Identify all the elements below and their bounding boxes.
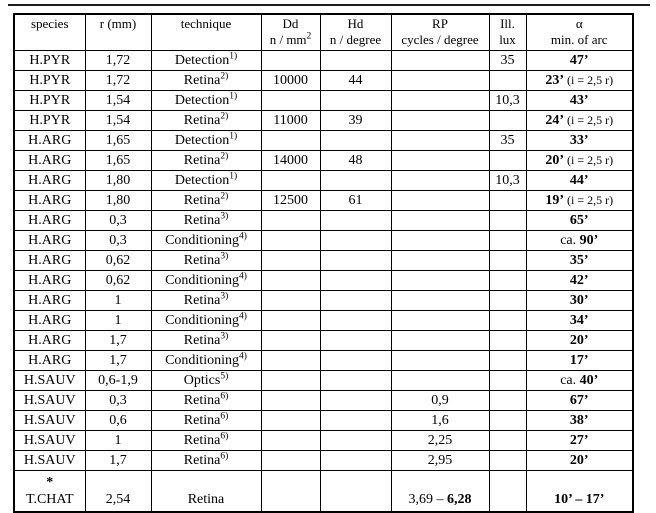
species-cell bbox=[14, 371, 85, 391]
footnote-ref: 3) bbox=[220, 290, 229, 301]
alpha-cell: 24’ (i = 2,5 r) bbox=[526, 111, 633, 131]
hd-cell: 44 bbox=[320, 71, 391, 91]
rp-cell: 0,9 bbox=[391, 391, 489, 411]
technique-cell: Retina bbox=[151, 471, 261, 513]
radius-cell: 1,72 bbox=[85, 71, 151, 91]
species-value: H.SAUV bbox=[23, 372, 76, 388]
illumination-cell bbox=[489, 351, 526, 371]
dd-cell bbox=[261, 391, 320, 411]
species-cell bbox=[14, 271, 85, 291]
hd-cell: 39 bbox=[320, 111, 391, 131]
rp-cell bbox=[391, 231, 489, 251]
species-cell bbox=[14, 471, 85, 513]
illumination-cell bbox=[489, 271, 526, 291]
table-row bbox=[14, 451, 633, 471]
radius-cell: 1,7 bbox=[85, 451, 151, 471]
header-illumination: Ill. lux bbox=[489, 14, 526, 51]
table-row bbox=[14, 271, 633, 291]
technique-cell: Retina$^{2)}$ bbox=[151, 111, 261, 131]
hd-cell bbox=[320, 91, 391, 111]
illumination-cell bbox=[489, 451, 526, 471]
top-rule-line bbox=[8, 4, 650, 6]
footnote-ref: 2) bbox=[220, 110, 229, 121]
rp-cell bbox=[391, 351, 489, 371]
header-r-mm: r (mm) bbox=[85, 14, 151, 51]
footnote-ref: 1) bbox=[229, 130, 238, 141]
illumination-cell bbox=[489, 191, 526, 211]
dd-cell: 12500 bbox=[261, 191, 320, 211]
hd-cell bbox=[320, 311, 391, 331]
species-cell bbox=[14, 291, 85, 311]
alpha-cell: 17’ bbox=[526, 351, 633, 371]
hd-cell bbox=[320, 291, 391, 311]
table-header bbox=[14, 14, 633, 51]
table-row bbox=[14, 131, 633, 151]
table-row bbox=[14, 391, 633, 411]
technique-cell: Retina$^{3)}$ bbox=[151, 211, 261, 231]
dd-cell: 10000 bbox=[261, 71, 320, 91]
technique-cell: Retina$^{3)}$ bbox=[151, 291, 261, 311]
alpha-cell: ca. 40’ bbox=[526, 371, 633, 391]
radius-cell: 0,3 bbox=[85, 391, 151, 411]
technique-cell: Retina$^{3)}$ bbox=[151, 251, 261, 271]
footnote-ref: 4) bbox=[238, 230, 247, 241]
species-value: H.SAUV bbox=[23, 452, 76, 468]
species-value: H.SAUV bbox=[23, 432, 76, 448]
footnote-ref: 2) bbox=[220, 70, 229, 81]
footnote-ref: 4) bbox=[238, 270, 247, 281]
rp-cell bbox=[391, 251, 489, 271]
hd-cell bbox=[320, 271, 391, 291]
table-body bbox=[14, 51, 633, 513]
table-row bbox=[14, 211, 633, 231]
footnote-ref: 1) bbox=[229, 90, 238, 101]
species-value: H.ARG bbox=[28, 172, 72, 188]
rp-cell bbox=[391, 271, 489, 291]
footnote-ref: 4) bbox=[238, 350, 247, 361]
species-cell bbox=[14, 231, 85, 251]
rp-cell bbox=[391, 331, 489, 351]
dd-cell bbox=[261, 291, 320, 311]
hd-cell bbox=[320, 431, 391, 451]
illumination-cell: 10,3 bbox=[489, 171, 526, 191]
radius-cell: 0,6-1,9 bbox=[85, 371, 151, 391]
footnote-ref: 6) bbox=[220, 450, 229, 461]
illumination-cell bbox=[489, 251, 526, 271]
footnote-ref: 3) bbox=[220, 250, 229, 261]
table-row bbox=[14, 111, 633, 131]
technique-cell: Retina$^{2)}$ bbox=[151, 71, 261, 91]
table-row bbox=[14, 371, 633, 391]
species-cell bbox=[14, 311, 85, 331]
radius-cell: 1,65 bbox=[85, 131, 151, 151]
radius-cell: 1,80 bbox=[85, 191, 151, 211]
footnote-ref: 6) bbox=[220, 410, 229, 421]
hd-cell bbox=[320, 251, 391, 271]
species-cell bbox=[14, 251, 85, 271]
alpha-cell: 20’ bbox=[526, 451, 633, 471]
rp-cell bbox=[391, 171, 489, 191]
rp-cell bbox=[391, 111, 489, 131]
table-row bbox=[14, 471, 633, 513]
rp-cell bbox=[391, 131, 489, 151]
rp-cell bbox=[391, 311, 489, 331]
dd-cell bbox=[261, 371, 320, 391]
header-technique: technique bbox=[151, 14, 261, 51]
illumination-cell: 35 bbox=[489, 131, 526, 151]
illumination-cell bbox=[489, 371, 526, 391]
dd-cell bbox=[261, 131, 320, 151]
dd-cell: 11000 bbox=[261, 111, 320, 131]
species-cell bbox=[14, 131, 85, 151]
dd-cell bbox=[261, 471, 320, 513]
alpha-cell: 30’ bbox=[526, 291, 633, 311]
technique-cell: Retina$^{6)}$ bbox=[151, 431, 261, 451]
species-value: T.CHAT bbox=[25, 492, 74, 507]
header-alpha: α min. of arc bbox=[526, 14, 633, 51]
species-value: H.ARG bbox=[28, 352, 72, 368]
illumination-cell bbox=[489, 231, 526, 251]
species-cell bbox=[14, 391, 85, 411]
species-cell bbox=[14, 211, 85, 231]
footnote-ref: 6) bbox=[220, 430, 229, 441]
technique-cell: Optics$^{5)}$ bbox=[151, 371, 261, 391]
technique-cell: Conditioning$^{4)}$ bbox=[151, 351, 261, 371]
radius-cell: 2,54 bbox=[85, 471, 151, 513]
alpha-cell: 65’ bbox=[526, 211, 633, 231]
footnote-ref: 6) bbox=[220, 390, 229, 401]
species-cell bbox=[14, 331, 85, 351]
dd-cell bbox=[261, 231, 320, 251]
radius-cell: 1,7 bbox=[85, 331, 151, 351]
table-row bbox=[14, 91, 633, 111]
species-value: H.ARG bbox=[28, 312, 72, 328]
table-row bbox=[14, 351, 633, 371]
scanned-table-figure bbox=[13, 13, 634, 513]
table-row bbox=[14, 231, 633, 251]
illumination-cell bbox=[489, 331, 526, 351]
radius-cell: 1,80 bbox=[85, 171, 151, 191]
technique-cell: Conditioning$^{4)}$ bbox=[151, 311, 261, 331]
footnote-ref: 1) bbox=[229, 170, 238, 181]
illumination-cell bbox=[489, 311, 526, 331]
species-value: H.ARG bbox=[28, 192, 72, 208]
species-value: H.PYR bbox=[29, 72, 71, 88]
table-row bbox=[14, 411, 633, 431]
illumination-cell bbox=[489, 211, 526, 231]
species-value: H.SAUV bbox=[23, 412, 76, 428]
hd-cell bbox=[320, 351, 391, 371]
rp-cell: 2,95 bbox=[391, 451, 489, 471]
species-value: H.SAUV bbox=[23, 392, 76, 408]
species-value: H.ARG bbox=[28, 332, 72, 348]
hd-cell bbox=[320, 51, 391, 71]
hd-cell bbox=[320, 231, 391, 251]
species-value: H.ARG bbox=[28, 252, 72, 268]
hd-cell bbox=[320, 391, 391, 411]
technique-cell: Detection$^{1)}$ bbox=[151, 131, 261, 151]
species-cell bbox=[14, 191, 85, 211]
technique-cell: Conditioning$^{4)}$ bbox=[151, 271, 261, 291]
alpha-cell: 47’ bbox=[526, 51, 633, 71]
table-row bbox=[14, 251, 633, 271]
species-value: H.ARG bbox=[28, 292, 72, 308]
dd-cell bbox=[261, 271, 320, 291]
radius-cell: 1,72 bbox=[85, 51, 151, 71]
hd-cell bbox=[320, 471, 391, 513]
species-value: H.ARG bbox=[28, 152, 72, 168]
hd-cell bbox=[320, 131, 391, 151]
footnote-star: * bbox=[46, 475, 54, 490]
rp-cell bbox=[391, 211, 489, 231]
technique-cell: Retina$^{2)}$ bbox=[151, 191, 261, 211]
species-cell bbox=[14, 51, 85, 71]
illumination-cell bbox=[489, 151, 526, 171]
alpha-cell: 33’ bbox=[526, 131, 633, 151]
alpha-cell: ca. 90’ bbox=[526, 231, 633, 251]
species-cell bbox=[14, 451, 85, 471]
alpha-cell: 10’ – 17’ bbox=[526, 471, 633, 513]
footnote-ref: 3) bbox=[220, 210, 229, 221]
table-row bbox=[14, 291, 633, 311]
radius-cell: 1 bbox=[85, 311, 151, 331]
alpha-cell: 44’ bbox=[526, 171, 633, 191]
alpha-cell: 19’ (i = 2,5 r) bbox=[526, 191, 633, 211]
footnote-ref: 2) bbox=[220, 190, 229, 201]
species-cell bbox=[14, 431, 85, 451]
header-rp: RP cycles / degree bbox=[391, 14, 489, 51]
radius-cell: 1,54 bbox=[85, 111, 151, 131]
table-row bbox=[14, 431, 633, 451]
rp-cell bbox=[391, 371, 489, 391]
dd-cell bbox=[261, 171, 320, 191]
alpha-cell: 38’ bbox=[526, 411, 633, 431]
radius-cell: 0,62 bbox=[85, 251, 151, 271]
radius-cell: 0,62 bbox=[85, 271, 151, 291]
species-cell bbox=[14, 171, 85, 191]
radius-cell: 0,3 bbox=[85, 231, 151, 251]
illumination-cell bbox=[489, 411, 526, 431]
dd-cell bbox=[261, 331, 320, 351]
illumination-cell: 35 bbox=[489, 51, 526, 71]
header-row bbox=[14, 14, 633, 51]
dd-cell bbox=[261, 311, 320, 331]
header-dd: Dd n / $mm^2$ bbox=[261, 14, 320, 51]
hd-cell: 48 bbox=[320, 151, 391, 171]
illumination-cell: 10,3 bbox=[489, 91, 526, 111]
results-table bbox=[13, 13, 634, 513]
species-cell bbox=[14, 71, 85, 91]
radius-cell: 1,65 bbox=[85, 151, 151, 171]
technique-cell: Retina$^{2)}$ bbox=[151, 151, 261, 171]
dd-cell bbox=[261, 351, 320, 371]
header-species: species bbox=[14, 14, 85, 51]
alpha-cell: 35’ bbox=[526, 251, 633, 271]
rp-cell: 3,69 – 6,28 bbox=[391, 471, 489, 513]
alpha-cell: 42’ bbox=[526, 271, 633, 291]
footnote-ref: 3) bbox=[220, 330, 229, 341]
dd-cell bbox=[261, 91, 320, 111]
footnote-ref: 2) bbox=[220, 150, 229, 161]
rp-cell: 1,6 bbox=[391, 411, 489, 431]
technique-cell: Detection$^{1)}$ bbox=[151, 51, 261, 71]
technique-cell: Retina$^{3)}$ bbox=[151, 331, 261, 351]
technique-cell: Retina$^{6)}$ bbox=[151, 451, 261, 471]
footnote-ref: 4) bbox=[238, 310, 247, 321]
technique-cell: Retina$^{6)}$ bbox=[151, 411, 261, 431]
table-row bbox=[14, 311, 633, 331]
illumination-cell bbox=[489, 111, 526, 131]
rp-cell bbox=[391, 191, 489, 211]
table-row bbox=[14, 151, 633, 171]
table-row bbox=[14, 71, 633, 91]
hd-cell bbox=[320, 211, 391, 231]
hd-cell bbox=[320, 451, 391, 471]
illumination-cell bbox=[489, 431, 526, 451]
species-cell bbox=[14, 151, 85, 171]
header-hd: Hd n / degree bbox=[320, 14, 391, 51]
alpha-cell: 27’ bbox=[526, 431, 633, 451]
table-row bbox=[14, 51, 633, 71]
rp-cell bbox=[391, 291, 489, 311]
rp-cell bbox=[391, 91, 489, 111]
illumination-cell bbox=[489, 471, 526, 513]
hd-cell bbox=[320, 371, 391, 391]
hd-cell: 61 bbox=[320, 191, 391, 211]
alpha-cell: 20’ bbox=[526, 331, 633, 351]
species-cell bbox=[14, 411, 85, 431]
alpha-cell: 43’ bbox=[526, 91, 633, 111]
radius-cell: 1 bbox=[85, 431, 151, 451]
species-cell bbox=[14, 351, 85, 371]
species-value: H.PYR bbox=[29, 112, 71, 128]
species-cell bbox=[14, 111, 85, 131]
radius-cell: 1,7 bbox=[85, 351, 151, 371]
species-value: H.PYR bbox=[29, 52, 71, 68]
footnote-ref: 1) bbox=[229, 50, 238, 61]
technique-cell: Retina$^{6)}$ bbox=[151, 391, 261, 411]
hd-cell bbox=[320, 171, 391, 191]
illumination-cell bbox=[489, 291, 526, 311]
rp-cell bbox=[391, 51, 489, 71]
footnote-ref: 5) bbox=[220, 370, 229, 381]
alpha-cell: 20’ (i = 2,5 r) bbox=[526, 151, 633, 171]
dd-cell bbox=[261, 211, 320, 231]
species-value: H.ARG bbox=[28, 212, 72, 228]
species-value: H.ARG bbox=[28, 232, 72, 248]
technique-cell: Detection$^{1)}$ bbox=[151, 171, 261, 191]
illumination-cell bbox=[489, 71, 526, 91]
illumination-cell bbox=[489, 391, 526, 411]
dd-cell bbox=[261, 251, 320, 271]
dd-cell bbox=[261, 411, 320, 431]
technique-cell: Conditioning$^{4)}$ bbox=[151, 231, 261, 251]
table-row bbox=[14, 331, 633, 351]
alpha-cell: 34’ bbox=[526, 311, 633, 331]
dd-cell bbox=[261, 51, 320, 71]
rp-cell bbox=[391, 151, 489, 171]
species-value: H.PYR bbox=[29, 92, 71, 108]
technique-cell: Detection$^{1)}$ bbox=[151, 91, 261, 111]
dd-cell: 14000 bbox=[261, 151, 320, 171]
species-value: H.ARG bbox=[28, 132, 72, 148]
table-row bbox=[14, 191, 633, 211]
radius-cell: 0,6 bbox=[85, 411, 151, 431]
radius-cell: 1,54 bbox=[85, 91, 151, 111]
rp-cell bbox=[391, 71, 489, 91]
radius-cell: 1 bbox=[85, 291, 151, 311]
radius-cell: 0,3 bbox=[85, 211, 151, 231]
alpha-cell: 23’ (i = 2,5 r) bbox=[526, 71, 633, 91]
alpha-cell: 67’ bbox=[526, 391, 633, 411]
rp-cell: 2,25 bbox=[391, 431, 489, 451]
dd-cell bbox=[261, 431, 320, 451]
hd-cell bbox=[320, 331, 391, 351]
dd-cell bbox=[261, 451, 320, 471]
species-value: H.ARG bbox=[28, 272, 72, 288]
table-row bbox=[14, 171, 633, 191]
hd-cell bbox=[320, 411, 391, 431]
species-cell bbox=[14, 91, 85, 111]
